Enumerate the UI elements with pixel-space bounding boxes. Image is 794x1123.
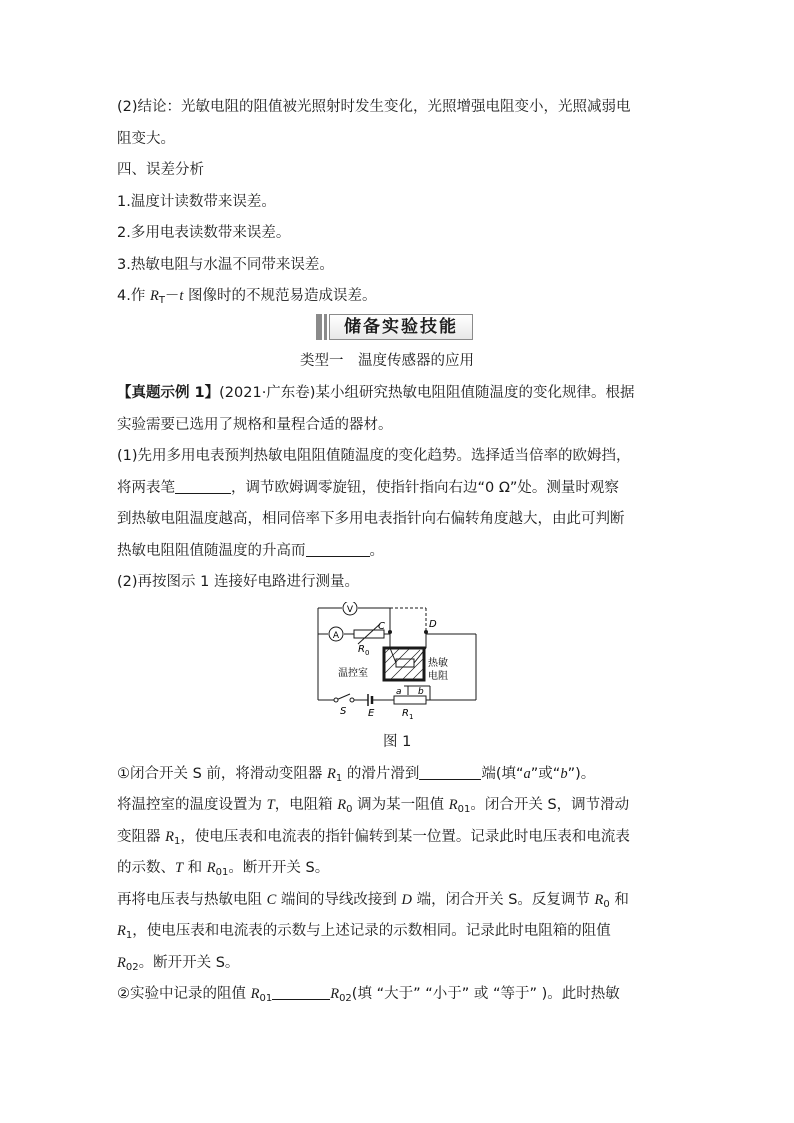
thermistor-label-2: 电阻 [428, 671, 448, 682]
example-tag-line [117, 383, 634, 403]
answer-blank-4[interactable] [272, 985, 330, 1000]
r1-sub: 1 [409, 713, 414, 720]
switch-label: S [340, 706, 347, 717]
q1-line-2: 将两表笔 ，调节欧姆调零旋钮，使指针指向右边“0 Ω”处。测量时观察 [117, 480, 619, 496]
step2-line-2: 变阻器 $R_1$，使电压表和电流表的指针偏转到某一位置。记录此时电压表和电流表 [117, 829, 630, 847]
answer-blank-1[interactable] [175, 479, 231, 494]
battery-label: E [368, 708, 375, 719]
step3-line-1: 再将电压表与热敏电阻 C 端间的导线改接到 D 端，闭合开关 S。反复调节 $R_0$ 和 [117, 892, 629, 910]
step2-line-3: 的示数、T 和 $R_{01}$。断开开关 S。 [117, 860, 330, 878]
voltmeter-label: V [346, 605, 354, 615]
section-banner [316, 314, 471, 340]
conclusion-line-2: 阻变大。 [117, 131, 175, 147]
circuit-diagram [312, 602, 484, 720]
example-tag: 【真题示例 1】 [117, 385, 220, 401]
conclusion-line-1: (2)结论：光敏电阻的阻值被光照射时发生变化，光照增强电阻变小，光照减弱电 [117, 99, 631, 115]
q2-line: (2)再按图示 1 连接好电路进行测量。 [117, 574, 359, 590]
banner-bar [316, 314, 322, 340]
q1-line-1: (1)先用多用电表预判热敏电阻阻值随温度的变化趋势。选择适当倍率的欧姆挡， [117, 448, 631, 464]
chamber-label: 温控室 [338, 668, 368, 679]
error-item-1: 1.温度计读数带来误差。 [117, 194, 276, 210]
ammeter-label: A [332, 631, 340, 641]
step3-line-3: $R_{02}$。断开开关 S。 [117, 955, 240, 973]
r0-sub: 0 [365, 649, 370, 657]
slider-a-label: a [396, 687, 402, 697]
type-heading: 类型一 温度传感器的应用 [300, 353, 474, 369]
node-c-label: C [378, 621, 385, 632]
r1-label: R [402, 708, 409, 719]
error-item-2: 2.多用电表读数带来误差。 [117, 225, 291, 241]
r0-label: R [358, 644, 365, 655]
node-d-label: D [429, 619, 437, 630]
answer-blank-2[interactable] [306, 542, 370, 557]
answer-blank-3[interactable] [419, 765, 481, 780]
q1-line-4: 热敏电阻阻值随温度的升高而 。 [117, 543, 384, 559]
section-heading-error-analysis: 四、误差分析 [117, 162, 204, 178]
example-text-2: 实验需要已选用了规格和量程合适的器材。 [117, 417, 393, 433]
example-text-1: (2021·广东卷)某小组研究热敏电阻阻值随温度的变化规律。根据 [219, 385, 635, 401]
slider-b-label: b [418, 687, 424, 697]
q1-line-3: 到热敏电阻温度越高，相同倍率下多用电表指针向右偏转角度越大，由此可判断 [117, 511, 625, 527]
banner-title: 储备实验技能 [329, 314, 473, 340]
thermistor-label-1: 热敏 [428, 658, 448, 669]
step1-line: ①闭合开关 S 前，将滑动变阻器 $R_1$ 的滑片滑到 端(填“a”或“b”)。 [117, 766, 596, 784]
step3-line-2: $R_1$，使电压表和电流表的示数与上述记录的示数相同。记录此时电阻箱的阻值 [117, 923, 611, 941]
step4-line: ②实验中记录的阻值 $R_{01}$ $R_{02}$(填 “大于” “小于” 或 “等于” )。此时热敏 [117, 986, 620, 1004]
banner-bar-thin [324, 314, 327, 340]
figure-caption: 图 1 [383, 734, 412, 750]
error-item-4: 4.作 $R_T-t$ 图像时的不规范易造成误差。 [117, 288, 377, 306]
error-item-3: 3.热敏电阻与水温不同带来误差。 [117, 257, 334, 273]
step2-line-1: 将温控室的温度设置为 T，电阻箱 $R_0$ 调为某一阻值 $R_{01}$。闭合开关 S，调节滑动 [117, 797, 630, 815]
